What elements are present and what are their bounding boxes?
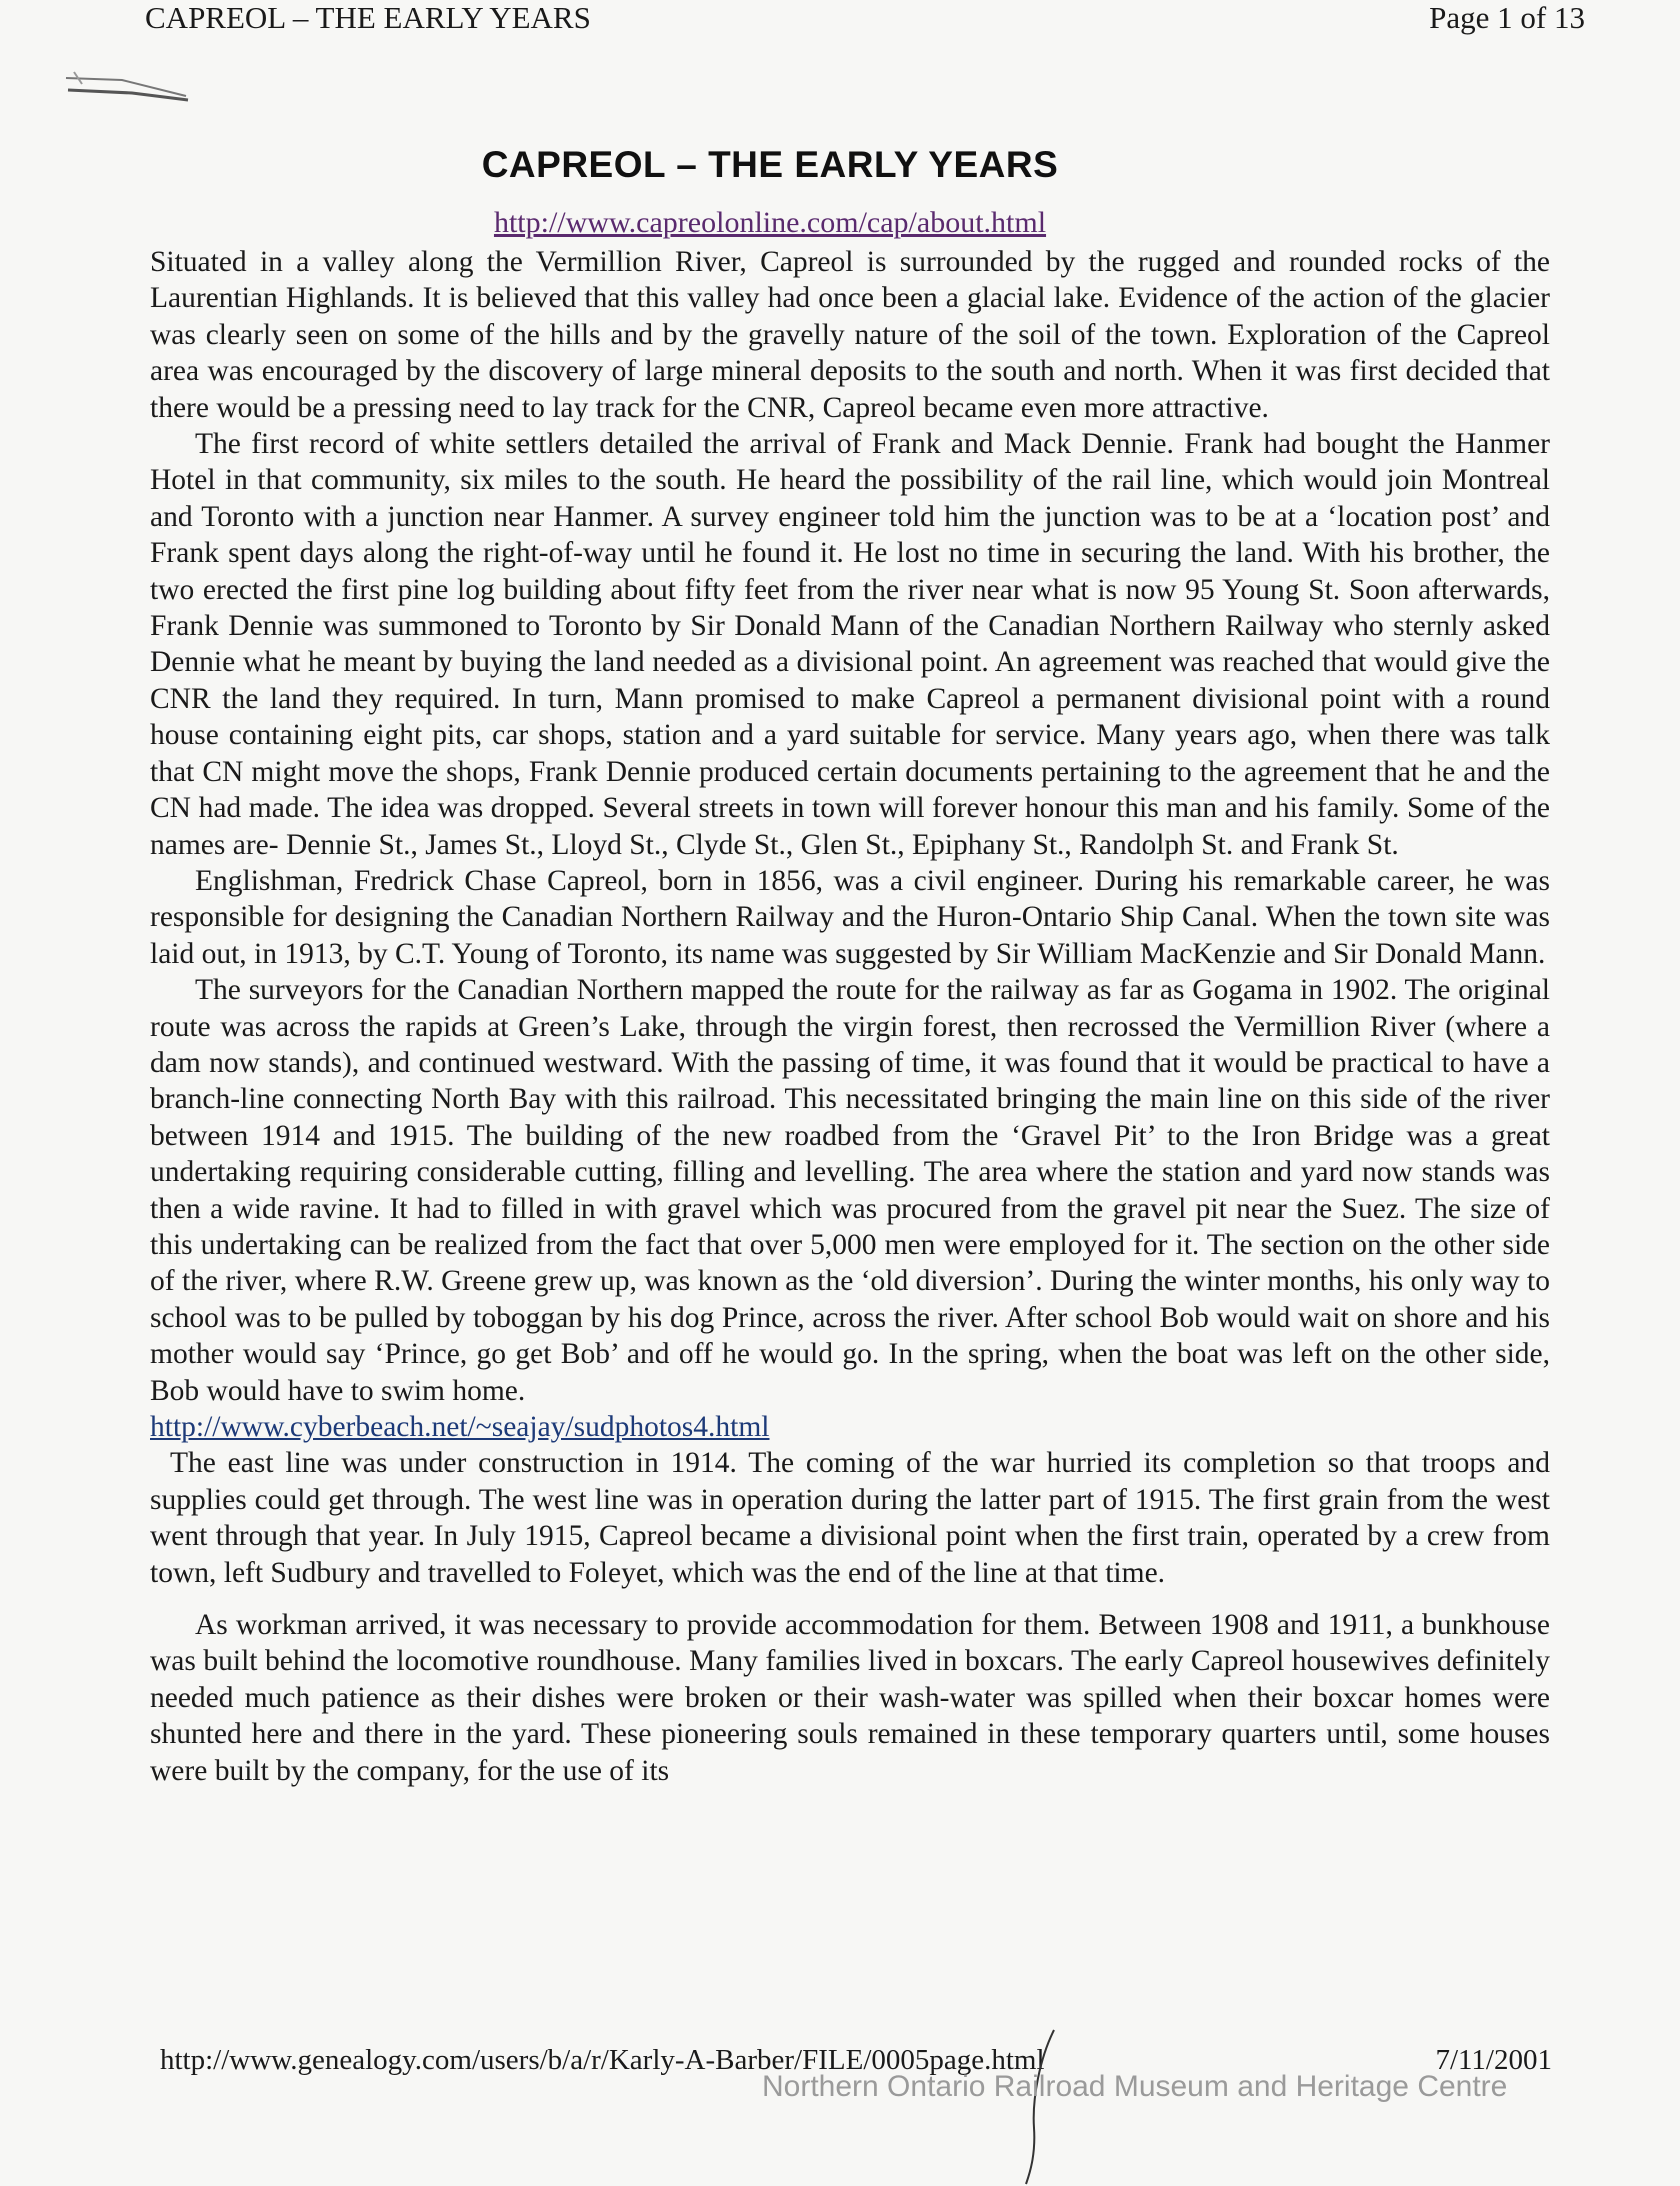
paragraph: Englishman, Fredrick Chase Capreol, born in 1856, was a civil engineer. During his remarkable career, he was responsible for designing the Canadian Northern Railway and the Huron-Ontario Ship Canal. When the town site was laid out, in 1913, by C.T. Young of Toronto, its name was suggested by Sir William MacKenzie and Sir Donald Mann. — [150, 864, 1550, 970]
paragraph: The east line was under construction in 1914. The coming of the war hurried its completion so that troops and supplies could get through. The west line was in operation during the latter part of 1915. The first grain from the west went through that year. In July 1915, Capreol became a divisional point when the first train, operated by a crew from town, left Sudbury and travelled to Foleyet, which was the end of the line at that time. — [150, 1447, 1550, 1589]
footer-date: 7/11/2001 — [1435, 2044, 1552, 2076]
paragraph: The first record of white settlers detailed the arrival of Frank and Mack Dennie. Frank had bought the Hanmer Hotel in that community, six miles to the south. He heard the possibility of the rail line, which would join Montreal and Toronto with a junction near Hanmer. A survey engineer told him the junction was to be at a ‘location post’ and Frank spent days along the right-of-way until he found it. He lost no time in securing the land. With his brother, the two erected the first pine log building about fifty feet from the river near what is now 95 Young St. Soon afterwards, Frank Dennie was summoned to Toronto by Sir Donald Mann of the Canadian Northern Railway who sternly asked Dennie what he meant by buying the land needed as a divisional point. An agreement was reached that would give the CNR the land they required. In turn, Mann promised to make Capreol a permanent divisional point with a round house containing eight pits, car shops, station and a yard suitable for service. Many years ago, when there was talk that CN might move the shops, Frank Dennie produced certain documents pertaining to the agreement that he and the CN had made. The idea was dropped. Several streets in town will forever honour this man and his family. Some of the names are- Dennie St., James St., Lloyd St., Clyde St., Glen St., Epiphany St., Randolph St. and Frank St. — [150, 428, 1550, 861]
document-title: CAPREOL – THE EARLY YEARS — [481, 144, 1059, 185]
article-body — [150, 244, 1550, 1789]
header-title: CAPREOL – THE EARLY YEARS — [145, 0, 591, 35]
paragraph: The surveyors for the Canadian Northern mapped the route for the railway as far as Gogama in 1902. The original route was across the rapids at Green’s Lake, through the virgin forest, then recrossed the Vermillion River (where a dam now stands), and continued westward. With the passing of time, it was found that it would be practical to have a branch-line connecting North Bay with this railroad. This necessitated bringing the main line on this side of the river between 1914 and 1915. The building of the new roadbed from the ‘Gravel Pit’ to the Iron Bridge was a great undertaking requiring considerable cutting, filling and levelling. The area where the station and yard now stands was then a wide ravine. It had to filled in with gravel which was procured from the gravel pit near the Suez. The size of this undertaking can be realized from the fact that over 5,000 men were employed for it. The section on the other side of the river, where R.W. Greene grew up, was known as the ‘old diversion’. During the winter months, his only way to school was to be pulled by toboggan by his dog Prince, across the river. After school Bob would wait on shore and his mother would say ‘Prince, go get Bob’ and off he would go. In the spring, when the boat was left on the other side, Bob would have to swim home. — [150, 974, 1550, 1407]
source-url-link[interactable]: http://www.capreolonline.com/cap/about.html — [493, 206, 1047, 239]
paragraph: Situated in a valley along the Vermillion River, Capreol is surrounded by the rugged and rounded rocks of the Laurentian Highlands. It is believed that this valley had once been a glacial lake. Evidence of the action of the glacier was clearly seen on some of the hills and by the gravelly nature of the soil of the town. Exploration of the Capreol area was encouraged by the discovery of large mineral deposits to the south and north. When it was first decided that there would be a pressing need to lay track for the CNR, Capreol became even more attractive. — [150, 246, 1550, 424]
page-number: Page 1 of 13 — [1429, 0, 1585, 35]
footer-url: http://www.genealogy.com/users/b/a/r/Karly-A-Barber/FILE/0005page.html — [160, 2044, 1045, 2076]
paragraph: As workman arrived, it was necessary to provide accommodation for them. Between 1908 and 1911, a bunkhouse was built behind the locomotive roundhouse. Many families lived in boxcars. The early Capreol housewives definitely needed much patience as their dishes were broken or their wash-water was spilled when their boxcar homes were shunted here and there in the yard. These pioneering souls remained in these temporary quarters until, some houses were built by the company, for the use of its — [150, 1609, 1550, 1787]
source-url[interactable] — [0, 206, 1540, 240]
photo-url-link[interactable]: http://www.cyberbeach.net/~seajay/sudphotos4.html — [150, 1411, 770, 1443]
staple-mark — [62, 66, 190, 104]
photo-url[interactable] — [150, 1409, 1550, 1445]
page-header — [145, 0, 1585, 40]
museum-watermark: Northern Ontario Railroad Museum and Heritage Centre — [762, 2070, 1508, 2103]
pen-mark — [1018, 2028, 1058, 2186]
